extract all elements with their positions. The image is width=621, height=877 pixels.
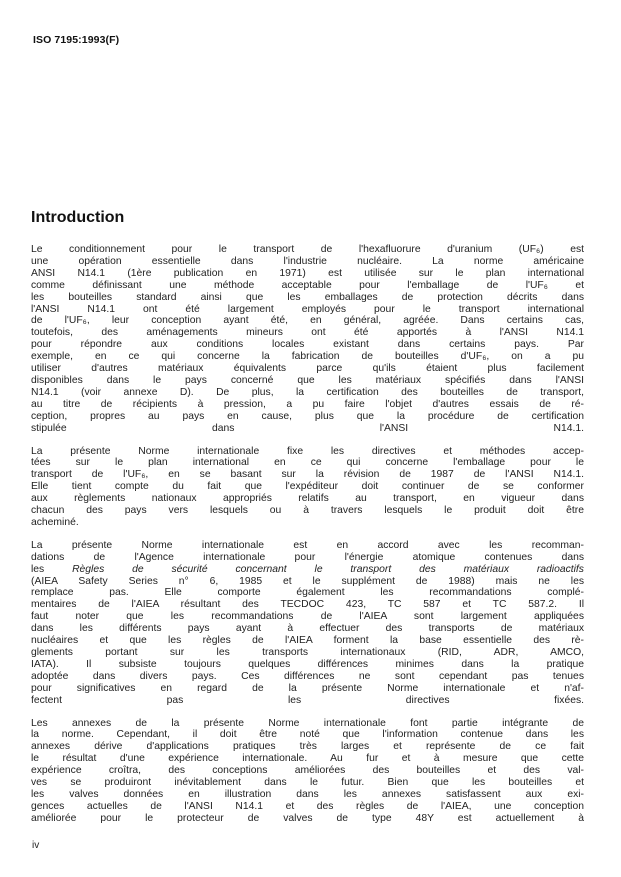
text-line: adoptée dans divers pays. Ces différences ne sont cependant pas tenues	[31, 670, 584, 682]
text-line: exemple, en ce qui concerne la fabrication de bouteilles d'UF₆, on a pu	[31, 351, 584, 363]
paragraph-4	[31, 718, 584, 825]
text-line: (AIEA Safety Series n° 6, 1985 et le supplément de 1988) mais ne les	[31, 575, 584, 587]
text-line: transport de l'UF₆, en se basant sur la révision de 1987 de l'ANSI N14.1.	[31, 469, 584, 481]
text-line: ception, propres au pays en cause, plus que la procédure de certification	[31, 410, 584, 422]
text-line: utiliser d'autres matériaux équivalents parce qu'ils étaient plus facilement	[31, 363, 584, 375]
text-line: la norme. Cependant, il doit être noté que l'information contenue dans les	[31, 729, 584, 741]
text-line: N14.1 (voir annexe D). De plus, la certification des bouteilles de transport,	[31, 386, 584, 398]
text-line: les Règles de sécurité concernant le transport des matériaux radioactifs	[31, 563, 584, 575]
paragraph-1	[31, 244, 584, 435]
text-line: comme définissant une méthode acceptable pour l'emballage de l'UF₆ et	[31, 279, 584, 291]
text-line: stipulée dans l'ANSI N14.1.	[31, 422, 584, 434]
text-line: ves se produiront inévitablement dans le futur. Bien que les bouteilles et	[31, 777, 584, 789]
text-line: toutefois, des aménagements mineurs ont été apportés à l'ANSI N14.1	[31, 327, 584, 339]
text-line: La présente Norme internationale fixe les directives et méthodes accep-	[31, 445, 584, 457]
text-line: améliorée pour le protecteur de valves de type 48Y est actuellement à	[31, 812, 584, 824]
text-line: Les annexes de la présente Norme internationale font partie intégrante de	[31, 717, 584, 729]
text-line: ANSI N14.1 (1ère publication en 1971) est utilisée sur le plan international	[31, 267, 584, 279]
text-line: acheminé.	[31, 516, 79, 528]
text-line: au titre de récipients à pression, a pu faire l'objet d'autres essais de ré-	[31, 398, 584, 410]
page-number: iv	[32, 840, 40, 851]
text-line: pour répondre aux conditions locales existant dans certains pays. Par	[31, 339, 584, 351]
text-line: tées sur le plan international en ce qui concerne l'emballage pour le	[31, 457, 584, 469]
text-line: le résultat d'une expérience internationale. Au fur et à mesure que cette	[31, 753, 584, 765]
paragraph-2	[31, 446, 584, 529]
text-line: de l'UF₆, leur conception ayant été, en général, agréée. Dans certains cas,	[31, 315, 584, 327]
text-line: Elle tient compte du fait que l'expéditeur doit continuer de se conformer	[31, 481, 584, 493]
text-line: glements portant sur les transports internationaux (RID, ADR, AMCO,	[31, 647, 584, 658]
body-text	[31, 244, 584, 836]
text-line: mentaires de l'AIEA résultant des TECDOC 423, TC 587 et TC 587.2. Il	[31, 599, 584, 611]
standard-reference: ISO 7195:1993(F)	[33, 34, 120, 46]
text-line: aux règlements nationaux appropriés relatifs au transport, en vigueur dans	[31, 493, 584, 505]
text-line: nucléaires et que les règles de l'AIEA forment la base essentielle des rè-	[31, 635, 584, 647]
text-line: remplace pas. Elle comporte également les recommandations complé-	[31, 587, 584, 599]
section-title: Introduction	[31, 209, 125, 226]
text-line: les bouteilles standard ainsi que les emballages de protection décrits dans	[31, 291, 584, 303]
text-line: une opération essentielle dans l'industrie nucléaire. La norme américaine	[31, 255, 584, 267]
text-line: IATA). Il subsiste toujours quelques différences minimes dans la pratique	[31, 658, 584, 670]
text-line: dans les différents pays ayant à effectuer des transports de matériaux	[31, 623, 584, 635]
text-line: gences actuelles de l'ANSI N14.1 et des règles de l'AIEA, une conception	[31, 800, 584, 812]
text-line: pour significatives en regard de la présente Norme internationale et n'af-	[31, 682, 584, 694]
text-line: expérience croîtra, des conceptions améliorées des bouteilles et des val-	[31, 765, 584, 777]
text-line: disponibles dans le pays concerné que les matériaux spécifiés dans l'ANSI	[31, 374, 584, 386]
text-line: faut noter que les recommandations de l'AIEA sont largement appliquées	[31, 611, 584, 623]
regulation-title: Règles de sécurité concernant le transport des matériaux radioactifs	[72, 563, 584, 575]
text-line: Le conditionnement pour le transport de l'hexafluorure d'uranium (UF₆) est	[31, 244, 584, 255]
text-line: annexes dérive d'applications pratiques très larges et représente de ce fait	[31, 741, 584, 753]
text-line: les valves données en illustration dans les annexes satisfassent aux exi-	[31, 788, 584, 800]
text-line: fectent pas les directives fixées.	[31, 694, 584, 706]
text-line: l'ANSI N14.1 ont été largement employés pour le transport international	[31, 303, 584, 315]
paragraph-3	[31, 540, 584, 707]
text-line: La présente Norme internationale est en accord avec les recomman-	[31, 539, 584, 551]
text-line: chacun des pays vers lesquels ou à travers lesquels le produit doit être	[31, 505, 584, 517]
text-line: dations de l'Agence internationale pour l'énergie atomique contenues dans	[31, 551, 584, 563]
